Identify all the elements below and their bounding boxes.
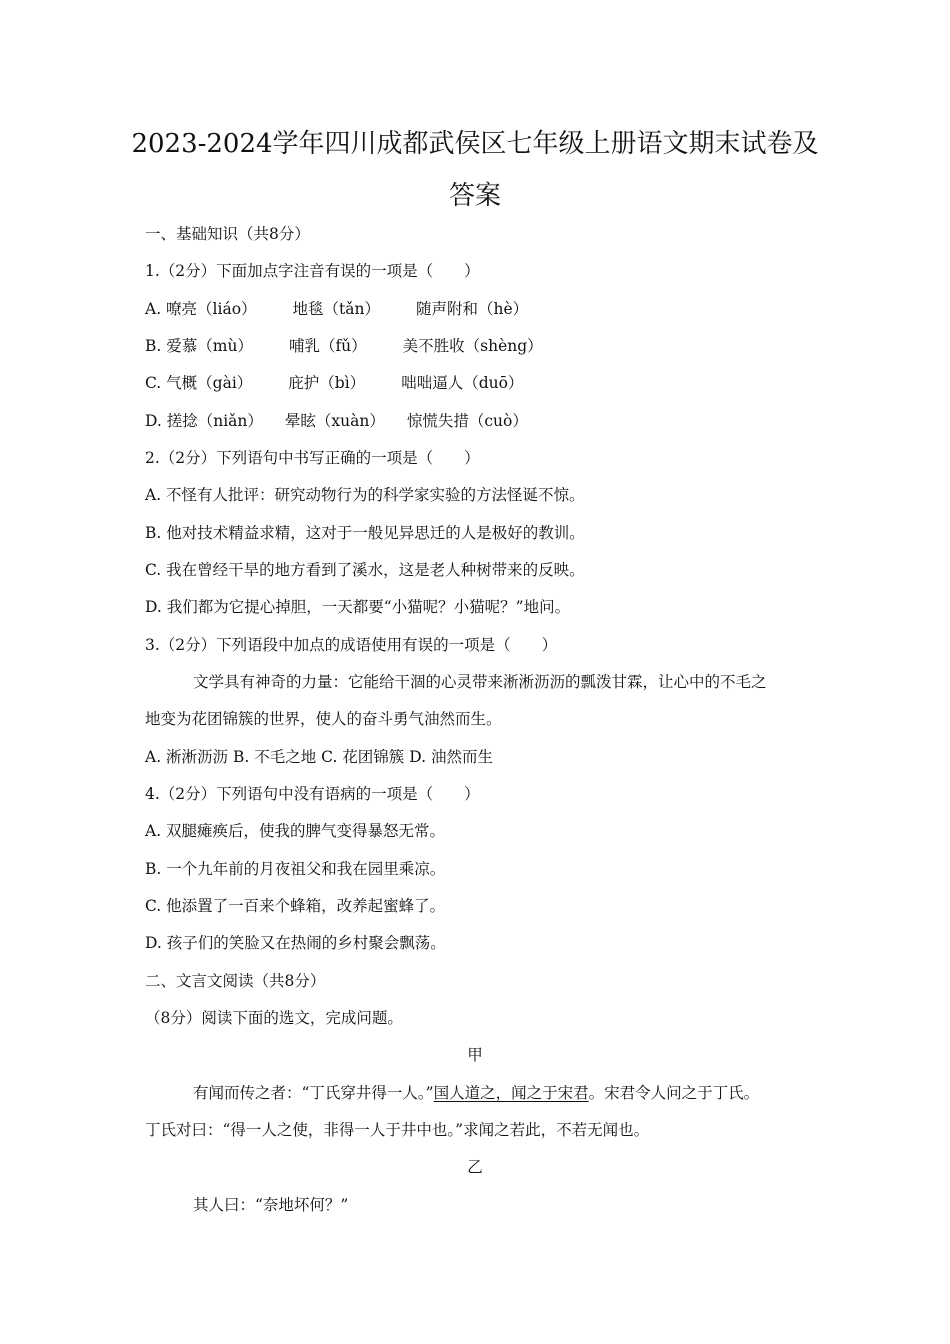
question-4-option-b: B. 一个九年前的月夜祖父和我在园里乘凉。 [145, 860, 446, 878]
passage-jia-line-1: 有闻而传之者：“丁氏穿井得一人。”国人道之，闻之于宋君。宋君令人问之于丁氏。 [193, 1084, 760, 1102]
question-1-option-d: D. 搓捻（niǎn） 晕眩（xuàn） 惊慌失措（cuò） [145, 412, 528, 430]
passage-jia-line-2: 丁氏对曰：“得一人之使，非得一人于井中也。”求闻之若此，不若无闻也。 [145, 1121, 650, 1139]
question-3-passage-line-1: 文学具有神奇的力量：它能给干涸的心灵带来淅淅沥沥的瓢泼甘霖，让心中的不毛之 [193, 673, 767, 691]
section-heading-classical: 二、文言文阅读（共8分） [145, 972, 326, 990]
question-2-option-b: B. 他对技术精益求精，这对于一般见异思迁的人是极好的教训。 [145, 524, 585, 542]
question-3-stem: 3.（2分）下列语段中加点的成语使用有误的一项是（ ） [145, 636, 558, 654]
page-title: 2023-2024学年四川成都武侯区七年级上册语文期末试卷及答案 [131, 129, 819, 211]
question-2-stem: 2.（2分）下列语句中书写正确的一项是（ ） [145, 449, 480, 467]
question-1-stem: 1.（2分）下面加点字注音有误的一项是（ ） [145, 262, 480, 280]
question-3-options: A. 淅淅沥沥 B. 不毛之地 C. 花团锦簇 D. 油然而生 [145, 748, 493, 766]
question-4-option-d: D. 孩子们的笑脸又在热闹的乡村聚会飘荡。 [145, 934, 446, 952]
question-4-option-c: C. 他添置了一百来个蜂箱，改养起蜜蜂了。 [145, 897, 446, 915]
question-2-option-c: C. 我在曾经干旱的地方看到了溪水，这是老人种树带来的反映。 [145, 561, 585, 579]
passage-yi-label: 乙 [467, 1158, 483, 1176]
question-3-passage-line-2: 地变为花团锦簇的世界，使人的奋斗勇气油然而生。 [145, 710, 502, 728]
underlined-sentence: 国人道之，闻之于宋君 [433, 1084, 589, 1102]
question-2-option-a: A. 不怪有人批评：研究动物行为的科学家实验的方法怪诞不惊。 [145, 486, 585, 504]
question-1-option-c: C. 气概（gài） 庇护（bì） 咄咄逼人（duō） [145, 374, 524, 392]
question-1-option-a: A. 嘹亮（liáo） 地毯（tǎn） 随声附和（hè） [145, 300, 529, 318]
question-1-option-b: B. 爱慕（mù） 哺乳（fǔ） 美不胜收（shèng） [145, 337, 543, 355]
passage-jia-label: 甲 [467, 1046, 483, 1064]
reading-intro: （8分）阅读下面的选文，完成问题。 [145, 1009, 403, 1027]
question-4-option-a: A. 双腿瘫痪后，使我的脾气变得暴怒无常。 [145, 822, 446, 840]
question-2-option-d: D. 我们都为它提心掉胆，一天都要“小猫呢？小猫呢？”地问。 [145, 598, 571, 616]
section-heading-basics: 一、基础知识（共8分） [145, 225, 310, 243]
question-4-stem: 4.（2分）下列语句中没有语病的一项是（ ） [145, 785, 480, 803]
passage-yi-line-1: 其人曰：“奈地坏何？” [193, 1196, 349, 1214]
